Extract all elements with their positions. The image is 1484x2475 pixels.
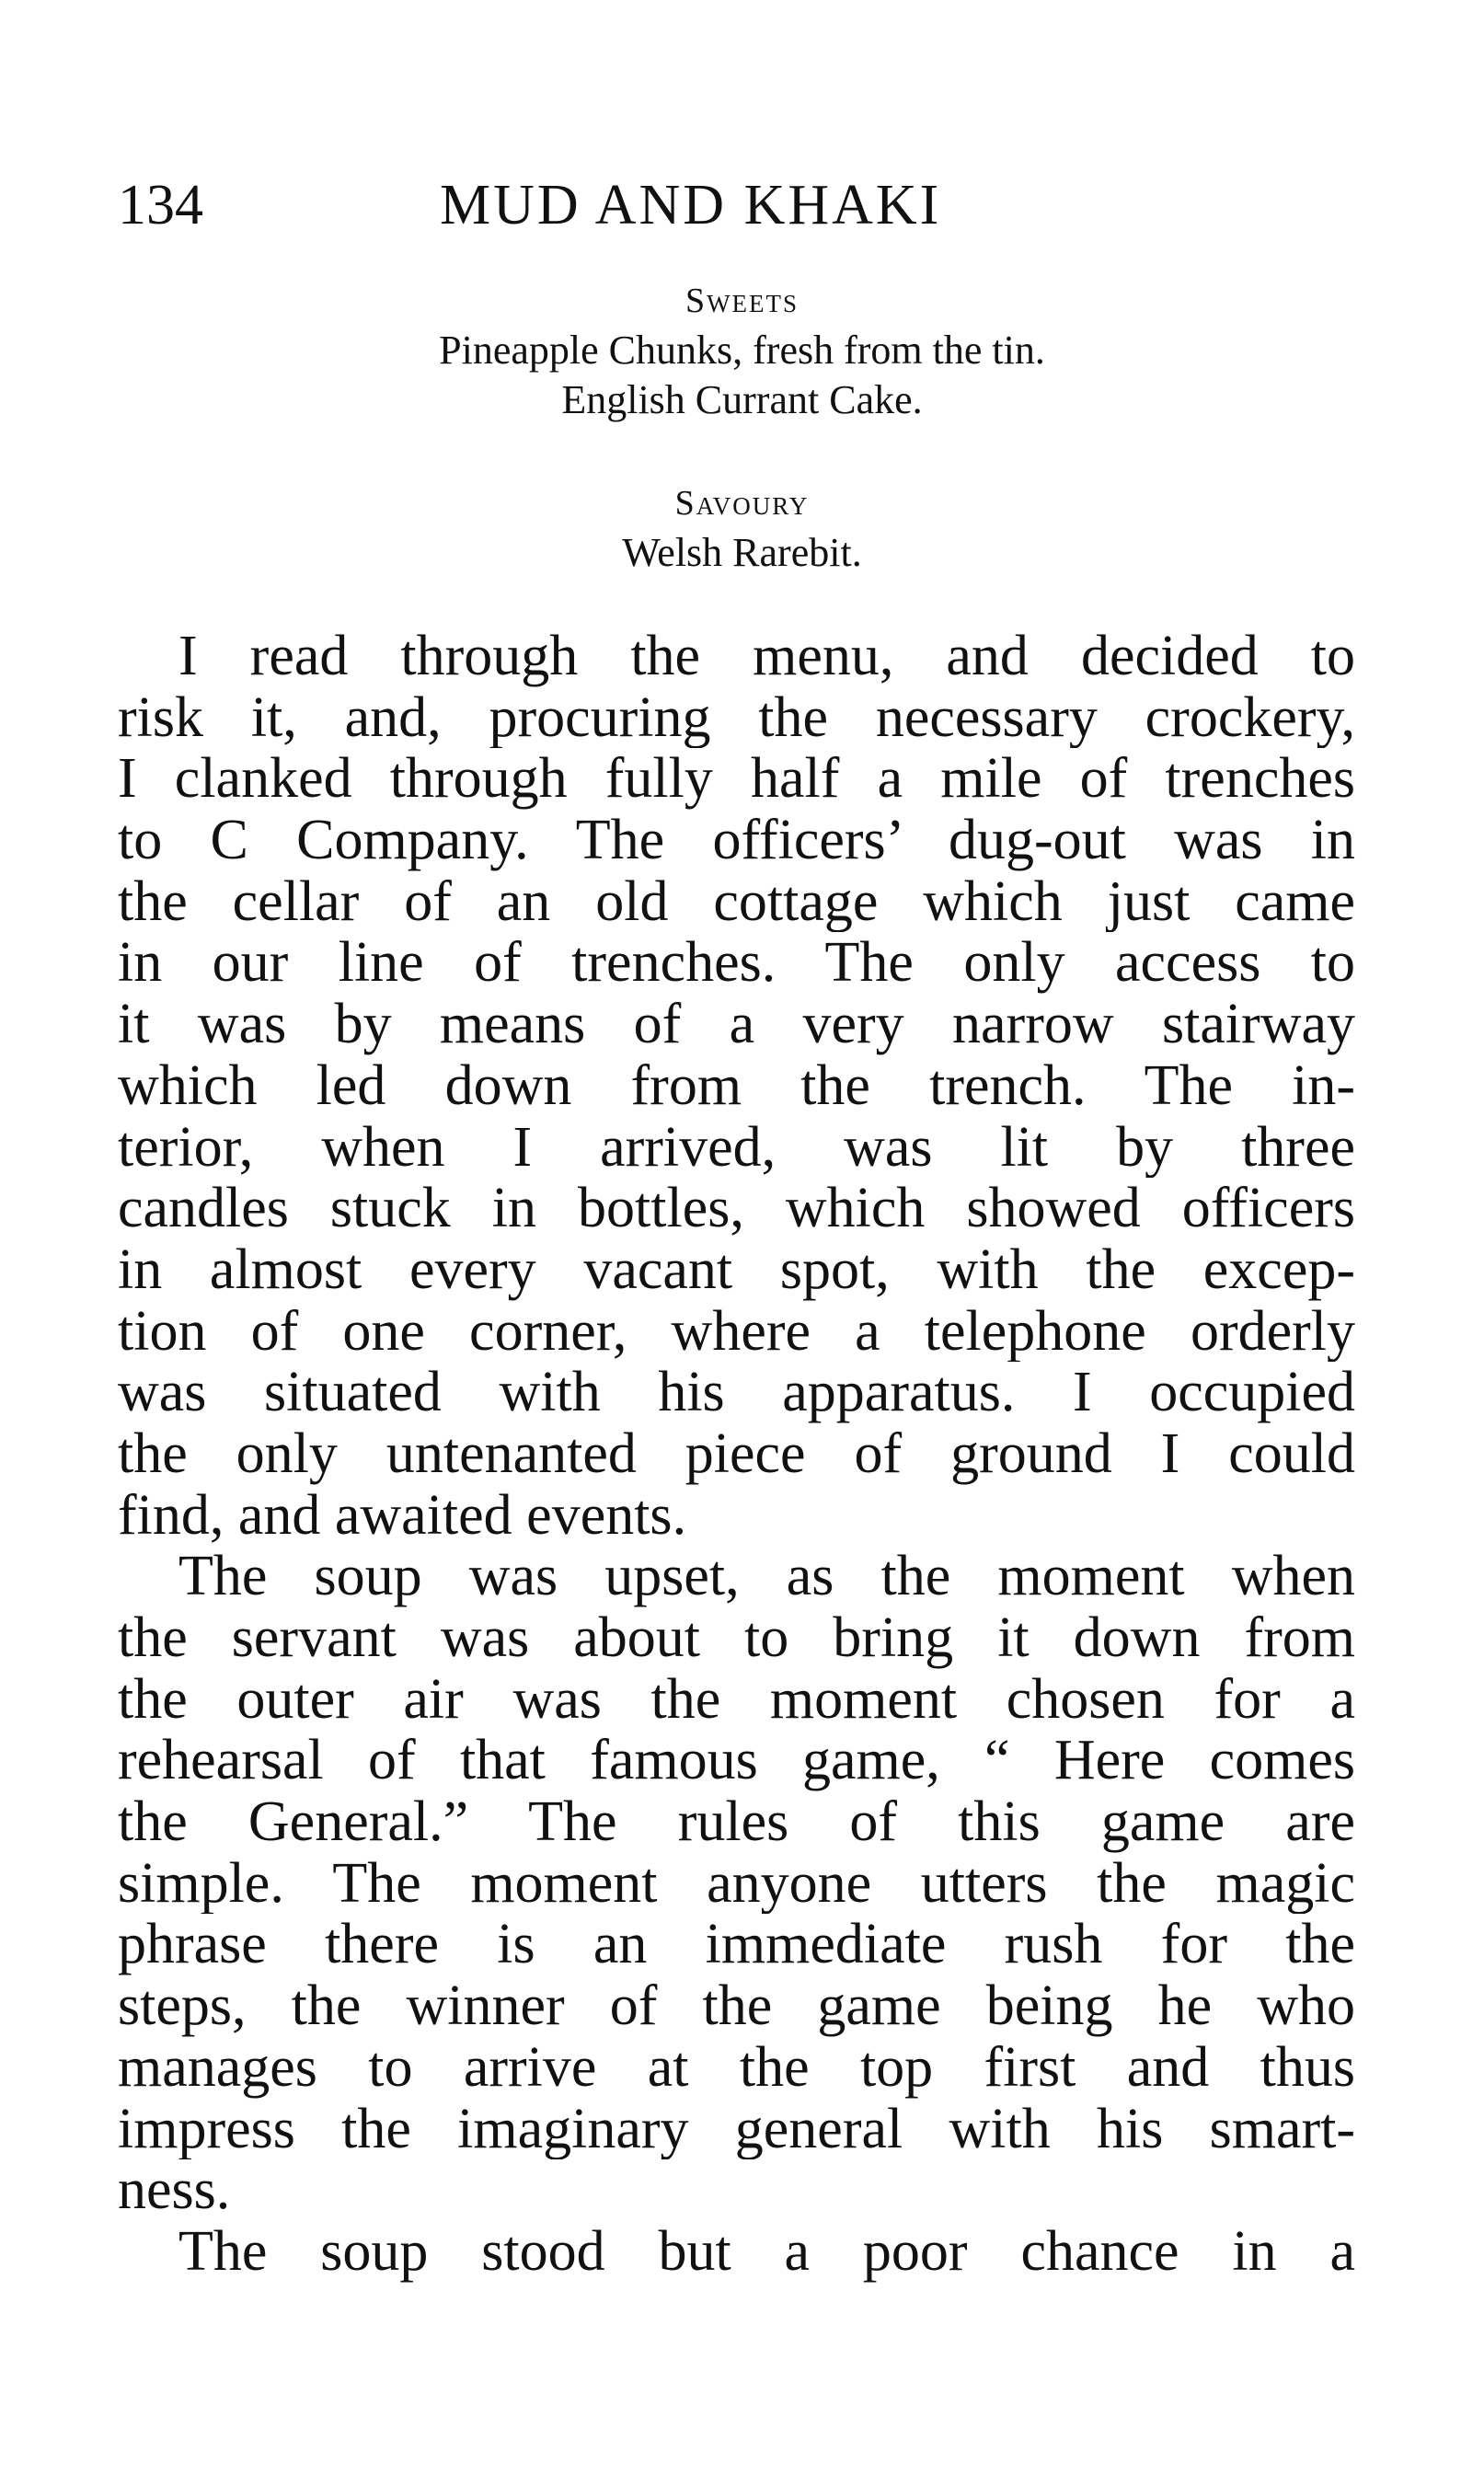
text-line: tion of one corner, where a telephone orderly — [118, 1300, 1355, 1363]
body-text — [118, 626, 1355, 2283]
text-line: the servant was about to bring it down from — [118, 1607, 1355, 1669]
text-line: candles stuck in bottles, which showed officers — [118, 1178, 1355, 1239]
menu-section-sweets — [276, 276, 1208, 425]
menu-item: English Currant Cake. — [561, 377, 923, 422]
menu-item: Pineapple Chunks, fresh from the tin. — [439, 328, 1045, 373]
running-title: MUD AND KHAKI — [440, 174, 942, 236]
page-number: 134 — [118, 174, 203, 236]
text-line: impress the imaginary general with his smart- — [118, 2098, 1355, 2160]
text-line: manages to arrive at the top first and thus — [118, 2036, 1355, 2099]
text-line: ness. — [118, 2159, 231, 2221]
page-header — [118, 164, 1355, 247]
text-line: the cellar of an old cottage which just came — [118, 870, 1355, 933]
text-line: steps, the winner of the game being he who — [118, 1975, 1355, 2037]
text-line: The soup stood but a poor chance in a — [178, 2220, 1355, 2283]
text-line: The soup was upset, as the moment when — [178, 1546, 1355, 1607]
text-line: terior, when I arrived, was lit by three — [118, 1116, 1355, 1179]
paragraph-3 — [118, 2221, 1355, 2283]
text-line: which led down from the trench. The in- — [118, 1054, 1355, 1117]
text-line: to C Company. The officers’ dug-out was in — [118, 810, 1355, 871]
text-line: I clanked through fully half a mile of trenches — [118, 748, 1355, 811]
text-line: risk it, and, procuring the necessary crockery, — [118, 686, 1355, 749]
text-line: I read through the menu, and decided to — [178, 626, 1355, 687]
paragraph-2 — [118, 1546, 1355, 2221]
menu-heading-savoury: Savoury — [674, 484, 810, 523]
text-line: the only untenanted piece of ground I could — [118, 1422, 1355, 1485]
paragraph-1 — [118, 626, 1355, 1546]
text-line: it was by means of a very narrow stairway — [118, 994, 1355, 1055]
text-line: the outer air was the moment chosen for a — [118, 1668, 1355, 1731]
text-line: phrase there is an immediate rush for the — [118, 1914, 1355, 1976]
text-line: simple. The moment anyone utters the magic — [118, 1852, 1355, 1915]
menu-section-savoury — [276, 478, 1208, 578]
text-line: in our line of trenches. The only access to — [118, 932, 1355, 995]
text-line: the General.” The rules of this game are — [118, 1791, 1355, 1853]
text-line: in almost every vacant spot, with the excep- — [118, 1238, 1355, 1301]
text-line: rehearsal of that famous game, “ Here comes — [118, 1730, 1355, 1792]
text-line: was situated with his apparatus. I occupied — [118, 1362, 1355, 1423]
text-line: find, and awaited events. — [118, 1484, 687, 1547]
menu-heading-sweets: Sweets — [684, 282, 800, 320]
menu-item: Welsh Rarebit. — [622, 530, 862, 575]
